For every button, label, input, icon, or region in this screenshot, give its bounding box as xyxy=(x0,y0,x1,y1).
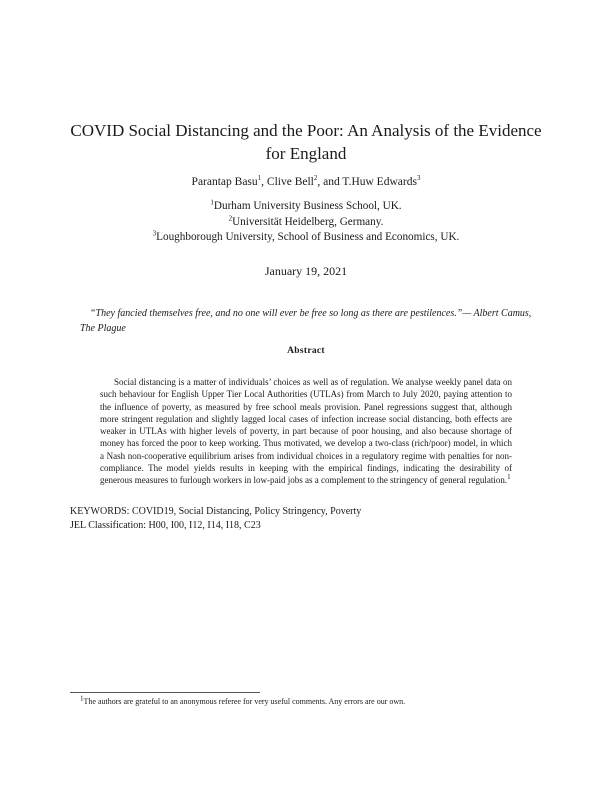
author-separator: , and xyxy=(317,176,343,188)
affiliation-mark: 2 xyxy=(228,213,233,222)
affiliation-mark: 3 xyxy=(152,229,157,238)
keywords-block xyxy=(70,505,530,533)
affiliation-mark: 1 xyxy=(257,174,262,183)
keywords-line: KEYWORDS: COVID19, Social Distancing, Policy Stringency, Poverty xyxy=(70,506,362,517)
footnote-mark: 1 xyxy=(80,694,84,703)
affiliation-mark: 1 xyxy=(210,198,214,207)
jel-classification-line: JEL Classification: H00, I00, I12, I14, I18, C23 xyxy=(70,520,261,531)
footnote-mark: 1 xyxy=(507,473,511,482)
affiliation-item xyxy=(60,199,552,215)
author-name: Parantap Basu xyxy=(191,176,258,188)
abstract-text: Social distancing is a matter of individuals’ choices as well as of regulation. We analyse weekly panel data on such behaviour for English Upper Tier Local Authorities (UTLAs) from March to July 2020, paying attention to the influence of poverty, as measured by free school meals provision. Panel regressions suggest that, although more stringent regulation and slightly lagged local cases of infection increase social distancing, both effects are weaker in UTLAs with higher levels of poverty, in part because of poor housing, and also because shortage of money has forced the poor to keep working. Thus motivated, we develop a two-class (rich/poor) model, in which a Nash non-cooperative equilibrium arises from individual choices in a regulatory regime with penalties for non-compliance. The model yields results in keeping with the empirical findings, indicating the desirability of generous measures to furlough workers in low-paid jobs as a complement to the stringency of general regulation. xyxy=(100,377,512,486)
author-separator: , xyxy=(261,176,267,188)
footnote-rule xyxy=(70,692,260,693)
affiliation-mark: 2 xyxy=(313,174,318,183)
author-name: Clive Bell xyxy=(266,176,314,188)
epigraph-quote: “They fancied themselves free, and no one will ever be free so long as there are pestilences.”— Albert Camus, The Plague xyxy=(80,308,532,334)
affiliation-text: Loughborough University, School of Business and Economics, UK. xyxy=(156,231,460,243)
affiliation-item xyxy=(60,215,552,231)
affiliation-text: Universität Heidelberg, Germany. xyxy=(232,215,384,228)
author-list xyxy=(60,176,552,188)
author-name: T.Huw Edwards xyxy=(342,176,417,188)
affiliation-list xyxy=(60,199,552,246)
footnote xyxy=(80,694,550,707)
paper-date: January 19, 2021 xyxy=(264,264,348,278)
abstract-heading: Abstract xyxy=(287,346,325,356)
footnote-text: The authors are grateful to an anonymous referee for very useful comments. Any errors are our own. xyxy=(83,697,406,706)
affiliation-mark: 3 xyxy=(416,174,421,183)
affiliation-text: Durham University Business School, UK. xyxy=(213,200,402,212)
affiliation-item xyxy=(60,230,552,246)
abstract-body xyxy=(100,376,512,487)
paper-title: COVID Social Distancing and the Poor: An Analysis of the Evidence for England xyxy=(70,121,542,163)
